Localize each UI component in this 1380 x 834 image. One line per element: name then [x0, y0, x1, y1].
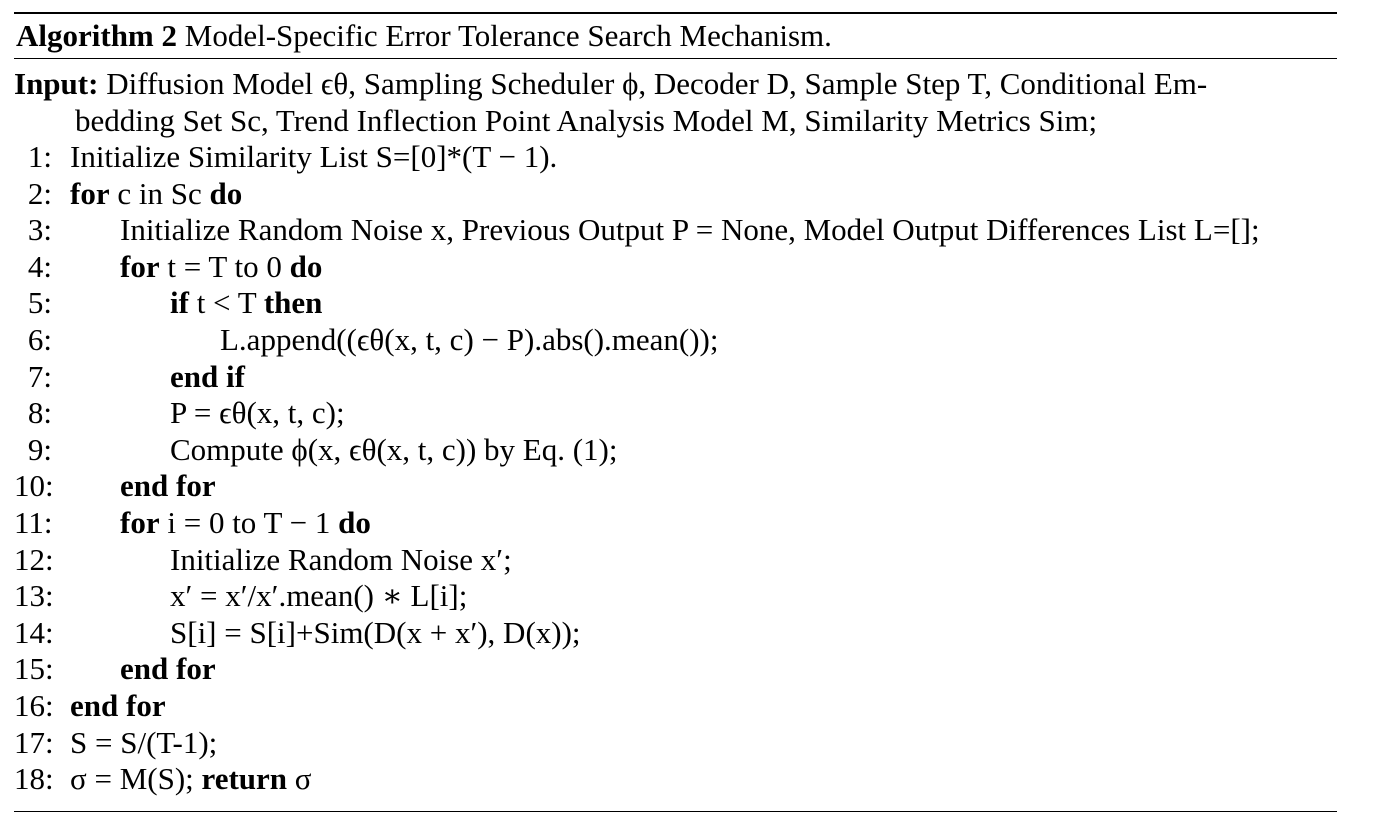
- line-number: 2:: [27, 175, 52, 211]
- line-number: 11:: [14, 504, 53, 540]
- line-code: L.append((ϵθ(x, t, c) − P).abs().mean());: [220, 321, 719, 357]
- input-line-1: Diffusion Model ϵθ, Sampling Scheduler ϕ, Decoder D, Sample Step T, Conditional Em-: [106, 66, 1208, 101]
- line-number: 9:: [27, 431, 52, 467]
- line-code: Initialize Random Noise x′;: [170, 541, 512, 577]
- line-number: 12:: [14, 541, 54, 577]
- algorithm-label: Algorithm 2: [16, 18, 178, 53]
- algorithm-line: [14, 578, 1337, 615]
- algorithm-line: [14, 725, 1337, 762]
- algorithm-line: [14, 176, 1337, 213]
- line-number: 6:: [27, 321, 52, 357]
- line-code: σ = M(S); return σ: [70, 761, 312, 797]
- line-number: 4:: [27, 248, 52, 284]
- line-code: Initialize Similarity List S=[0]*(T − 1).: [70, 139, 558, 174]
- line-code: S[i] = S[i]+Sim(D(x + x′), D(x));: [170, 614, 581, 650]
- algorithm-line: [14, 688, 1337, 725]
- line-number: 14:: [14, 614, 54, 650]
- line-number: 15:: [14, 651, 54, 687]
- line-number: 3:: [27, 212, 52, 248]
- line-code: x′ = x′/x′.mean() ∗ L[i];: [170, 578, 468, 614]
- algorithm-line: [14, 651, 1337, 688]
- algorithm-line: [14, 285, 1337, 322]
- algorithm-steps: [14, 139, 1337, 798]
- line-code: Compute ϕ(x, ϵθ(x, t, c)) by Eq. (1);: [170, 431, 618, 467]
- bottom-rule: [14, 811, 1337, 812]
- line-code: if t < T then: [170, 285, 323, 321]
- algorithm-line: [14, 359, 1337, 396]
- algorithm-line: [14, 468, 1337, 505]
- algorithm-box: [14, 12, 1337, 798]
- line-code: end for: [120, 651, 216, 687]
- line-number: 13:: [14, 578, 54, 614]
- line-code: for t = T to 0 do: [120, 248, 323, 284]
- line-code: for i = 0 to T − 1 do: [120, 504, 371, 540]
- caption-rule: [14, 58, 1337, 59]
- line-number: 17:: [14, 724, 54, 760]
- algorithm-line: [14, 395, 1337, 432]
- algorithm-line: [14, 432, 1337, 469]
- algorithm-line: [14, 249, 1337, 286]
- algorithm-line: [14, 542, 1337, 579]
- input-block: [14, 65, 1337, 139]
- line-code: S = S/(T-1);: [70, 724, 218, 760]
- line-code: end for: [70, 687, 166, 723]
- line-number: 8:: [27, 395, 52, 431]
- algorithm-line: [14, 322, 1337, 359]
- line-code: Initialize Random Noise x, Previous Output P = None, Model Output Differences List L=[];: [120, 212, 1260, 248]
- line-code: P = ϵθ(x, t, c);: [170, 395, 345, 431]
- line-code: end if: [170, 358, 245, 394]
- line-number: 7:: [27, 358, 52, 394]
- input-line-2: bedding Set Sc, Trend Inflection Point Analysis Model M, Similarity Metrics Sim;: [75, 103, 1098, 138]
- line-code: for c in Sc do: [70, 175, 243, 211]
- algorithm-caption: [14, 14, 1337, 58]
- input-label: Input:: [14, 66, 99, 101]
- line-number: 1:: [27, 139, 52, 174]
- line-number: 16:: [14, 687, 54, 723]
- algorithm-line: [14, 212, 1337, 249]
- algorithm-line: [14, 761, 1337, 798]
- algorithm-line: [14, 139, 1337, 176]
- algorithm-line: [14, 615, 1337, 652]
- line-number: 10:: [14, 468, 54, 504]
- line-number: 18:: [14, 761, 54, 797]
- algorithm-title: Model-Specific Error Tolerance Search Mechanism.: [184, 18, 832, 53]
- line-code: end for: [120, 468, 216, 504]
- line-number: 5:: [27, 285, 52, 321]
- algorithm-line: [14, 505, 1337, 542]
